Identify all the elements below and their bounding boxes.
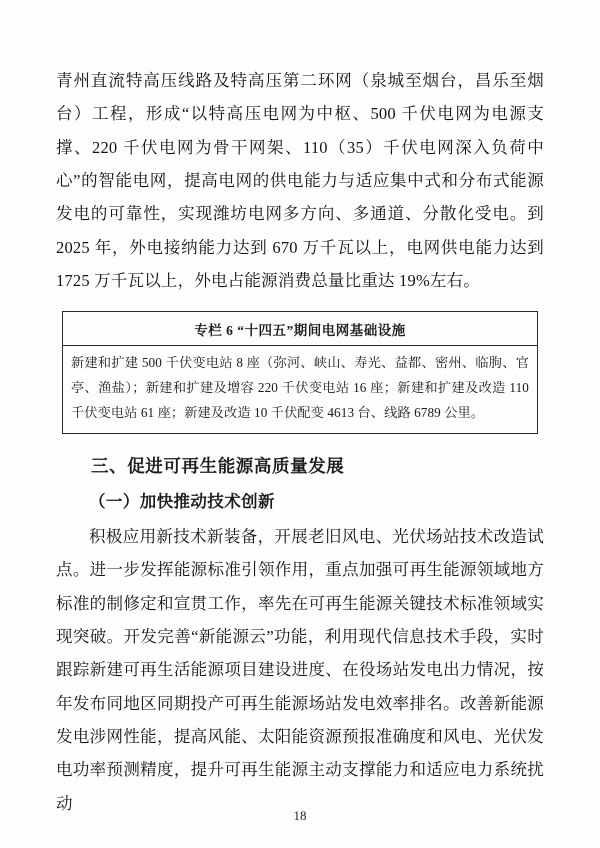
callout-box-title: 专栏 6 “十四五”期间电网基础设施 [63,312,537,346]
paragraph-continuation: 青州直流特高压线路及特高压第二环网（泉城至烟台，昌乐至烟台）工程，形成“以特高压电网为中枢、500 千伏电网为电源支撑、220 千伏电网为骨干网架、110（35）千伏电网深入负荷中心”的智能电网，提高电网的供电能力与适应集中式和分布式能源发电的可靠性，实现潍坊电网多方向、多通道、分散化受电。到 2025 年，外电接纳能力达到 670 万千瓦以上，电网供电能力达到 1725 万千瓦以上，外电占能源消费总量比重达 19%左右。 [56,71,544,290]
callout-box-body: 新建和扩建 500 千伏变电站 8 座（弥河、峡山、寿光、益都、密州、临朐、官亭、渔盐）；新建和扩建及增容 220 千伏变电站 16 座；新建和扩建及改造 110 千伏变电站 61 座；新建及改造 10 千伏配变 4613 台、线路 6789 公里。 [71,355,529,420]
page-number: 18 [293,808,307,823]
body-paragraph: 积极应用新技术新装备，开展老旧风电、光伏场站技术改造试点。进一步发挥能源标准引领作用，重点加强可再生能源领域地方标准的制修定和宣贯工作，率先在可再生能源关键技术标准领域实现突破。开发完善“新能源云”功能，利用现代信息技术手段，实时跟踪新建可再生活能源项目建设进度、在役场站发电出力情况，按年发布同地区同期投产可再生能源场站发电效率排名。改善新能源发电涉网性能，提高风能、太阳能资源预报准确度和风电、光伏发电功率预测精度，提升可再生能源主动支撑能力和适应电力系统扰动 [56,526,544,813]
callout-box [62,311,538,433]
section-heading: 三、促进可再生能源高质量发展 [91,455,345,476]
subsection-heading: （一）加快推动技术创新 [89,491,275,511]
